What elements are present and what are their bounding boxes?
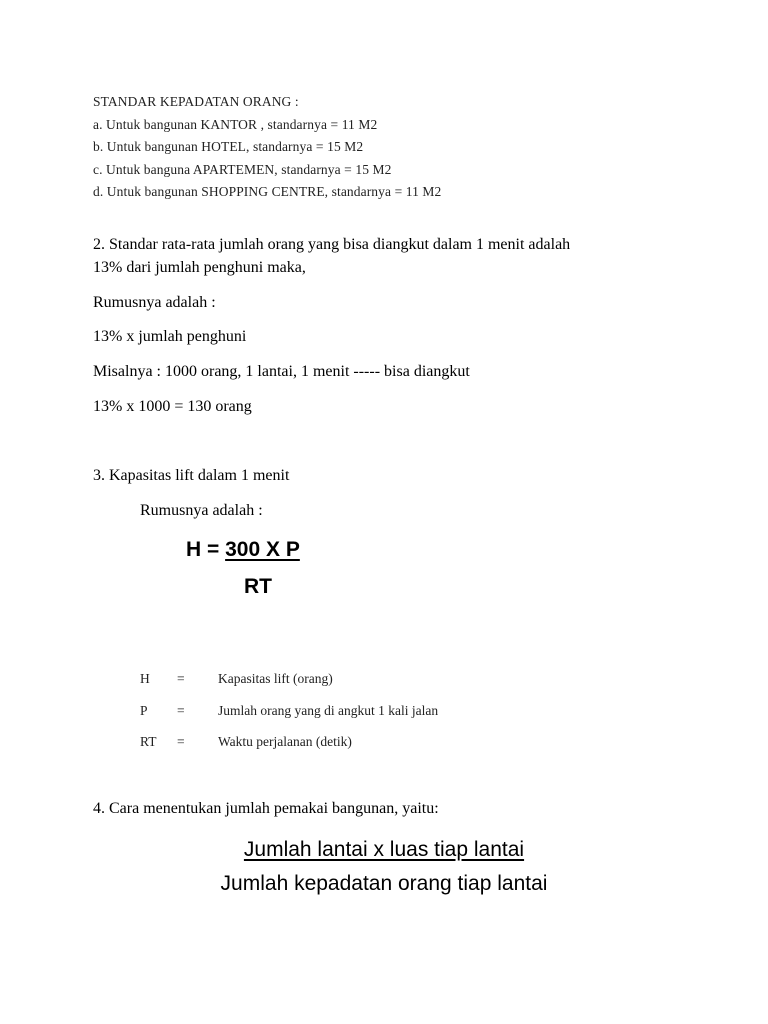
section3-title: 3. Kapasitas lift dalam 1 menit bbox=[93, 467, 290, 484]
section2-line2: 13% dari jumlah penghuni maka, bbox=[93, 259, 306, 276]
section2-example: Misalnya : 1000 orang, 1 lantai, 1 menit ----- bisa diangkut bbox=[93, 363, 470, 380]
lift-capacity-formula bbox=[186, 538, 300, 562]
users-formula-denominator: Jumlah kepadatan orang tiap lantai bbox=[220, 872, 548, 895]
legend-p-desc: Jumlah orang yang di angkut 1 kali jalan bbox=[218, 703, 439, 718]
legend-rt-desc: Waktu perjalanan (detik) bbox=[218, 734, 352, 749]
formula-left: H = bbox=[186, 538, 226, 561]
section2-line1: 2. Standar rata-rata jumlah orang yang bisa diangkut dalam 1 menit adalah bbox=[93, 236, 571, 253]
legend-rt-symbol: RT bbox=[140, 734, 157, 749]
section1-item-b: b. Untuk bangunan HOTEL, standarnya = 15 M2 bbox=[93, 139, 364, 154]
section4-title: 4. Cara menentukan jumlah pemakai bangunan, yaitu: bbox=[93, 800, 439, 817]
users-formula-numerator bbox=[0, 838, 768, 862]
legend-h-equals: = bbox=[177, 671, 185, 686]
section1-item-d: d. Untuk bangunan SHOPPING CENTRE, standarnya = 11 M2 bbox=[93, 184, 442, 199]
formula-numerator: 300 X P bbox=[225, 538, 300, 561]
section2-rumus: 13% x jumlah penghuni bbox=[93, 328, 247, 345]
section2-rumus-label: Rumusnya adalah : bbox=[93, 294, 216, 311]
formula-denominator: RT bbox=[244, 575, 272, 598]
section3-rumus-label: Rumusnya adalah : bbox=[140, 502, 263, 519]
legend-h-symbol: H bbox=[140, 671, 150, 686]
legend-rt-equals: = bbox=[177, 734, 185, 749]
users-formula-numerator-text: Jumlah lantai x luas tiap lantai bbox=[243, 838, 525, 861]
legend-h-desc: Kapasitas lift (orang) bbox=[218, 671, 333, 686]
legend-p-symbol: P bbox=[140, 703, 148, 718]
section1-item-c: c. Untuk banguna APARTEMEN, standarnya = 15 M2 bbox=[93, 162, 392, 177]
section2-result: 13% x 1000 = 130 orang bbox=[93, 398, 252, 415]
section1-item-a: a. Untuk bangunan KANTOR , standarnya = 11 M2 bbox=[93, 117, 378, 132]
section1-heading: STANDAR KEPADATAN ORANG : bbox=[93, 94, 299, 109]
legend-p-equals: = bbox=[177, 703, 185, 718]
